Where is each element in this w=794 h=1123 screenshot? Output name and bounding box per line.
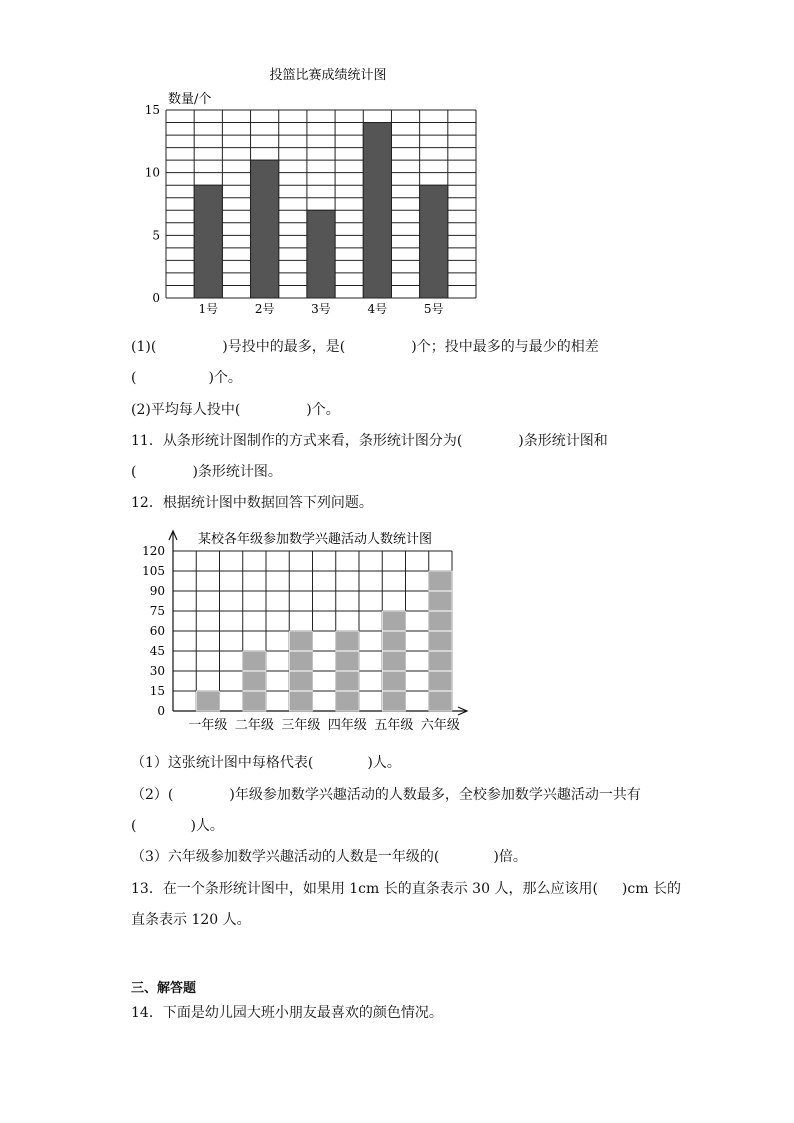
x-tick-label: 4号 xyxy=(367,302,388,316)
q12-sub2-line2 xyxy=(131,817,224,835)
y-tick-label: 0 xyxy=(157,704,165,718)
bar xyxy=(382,611,405,711)
x-tick-label: 六年级 xyxy=(420,718,460,733)
q12-s2c: ( xyxy=(131,818,137,834)
q12-intro: 12．根据统计图中数据回答下列问题。 xyxy=(131,495,373,511)
y-tick-label: 15 xyxy=(144,103,160,117)
q11-line1 xyxy=(131,432,608,450)
y-tick-label: 30 xyxy=(149,664,165,678)
q14-text: 14．下面是幼儿园大班小朋友最喜欢的颜色情况。 xyxy=(131,1005,443,1021)
y-tick-label: 15 xyxy=(149,684,165,698)
q12-sub1 xyxy=(131,754,401,772)
y-tick-label: 45 xyxy=(149,644,165,658)
y-tick-label: 120 xyxy=(142,544,165,558)
x-tick-label: 三年级 xyxy=(281,718,321,733)
q12-s2a: （2）( xyxy=(131,787,174,803)
q12-s2b: )年级参加数学兴趣活动的人数最多，全校参加数学兴趣活动一共有 xyxy=(229,787,641,803)
y-tick-label: 10 xyxy=(144,165,160,180)
chart2-y-ticks xyxy=(142,544,165,718)
q11-l1a: 11．从条形统计图制作的方式来看，条形统计图分为( xyxy=(131,433,463,449)
bar xyxy=(243,651,266,711)
chart2-grid xyxy=(169,531,467,715)
q13-l1b: )cm 长的 xyxy=(621,881,681,897)
q12-s2d: )人。 xyxy=(190,818,224,834)
chart1-x-ticks xyxy=(198,302,443,316)
x-tick-label: 一年级 xyxy=(188,718,228,733)
q12-s1b: )人。 xyxy=(367,755,401,771)
q10-p1d: ( xyxy=(131,370,137,386)
bar xyxy=(194,185,222,298)
chart1-y-ticks xyxy=(145,103,160,305)
bar xyxy=(420,185,448,298)
y-tick-label: 60 xyxy=(149,624,165,638)
bar xyxy=(307,210,335,298)
q11-l2b: )条形统计图。 xyxy=(192,464,282,480)
x-tick-label: 四年级 xyxy=(327,718,367,733)
chart2-title: 某校各年级参加数学兴趣活动人数统计图 xyxy=(197,532,433,547)
q13-line2: 直条表示 120 人。 xyxy=(131,912,251,928)
q10-p2a: (2)平均每人投中( xyxy=(131,402,241,418)
q12-s3b: )倍。 xyxy=(493,849,527,865)
q10-p1c: )个；投中最多的与最少的相差 xyxy=(411,339,599,355)
chart1-ylabel: 数量/个 xyxy=(168,92,212,107)
chart2-bars xyxy=(196,571,452,711)
q12-sub2-line1 xyxy=(131,786,641,804)
q11-l2a: ( xyxy=(131,464,137,480)
q10-part2 xyxy=(131,401,340,419)
q10-p1a: (1)( xyxy=(131,339,157,355)
q10-p1e: )个。 xyxy=(208,370,242,386)
chart2-x-ticks xyxy=(188,717,460,733)
bar xyxy=(363,123,391,298)
bar xyxy=(196,691,219,711)
q10-part1-line2 xyxy=(131,369,242,387)
section-title: 三、解答题 xyxy=(131,981,197,996)
q13-l1a: 13．在一个条形统计图中，如果用 1cm 长的直条表示 30 人，那么应该用( xyxy=(131,881,598,897)
y-tick-label: 90 xyxy=(149,584,165,598)
x-tick-label: 二年级 xyxy=(234,718,274,733)
x-tick-label: 1号 xyxy=(198,302,219,316)
q13-line1 xyxy=(131,880,681,898)
q10-p2b: )个。 xyxy=(306,402,340,418)
q11-l1b: )条形统计图和 xyxy=(518,433,608,449)
q12-s3a: （3）六年级参加数学兴趣活动的人数是一年级的( xyxy=(131,849,440,865)
bar xyxy=(429,571,452,711)
q11-line2 xyxy=(131,463,282,481)
x-tick-label: 2号 xyxy=(254,302,275,316)
q12-s1a: （1）这张统计图中每格代表( xyxy=(131,755,314,771)
math-activity-chart xyxy=(0,520,794,740)
y-tick-label: 105 xyxy=(142,564,165,578)
q12-sub3 xyxy=(131,848,527,866)
q10-p1b: )号投中的最多，是( xyxy=(222,339,346,355)
x-tick-label: 3号 xyxy=(311,302,331,316)
y-tick-label: 5 xyxy=(152,228,160,243)
q10-part1-line1 xyxy=(131,338,599,356)
y-tick-label: 0 xyxy=(152,291,160,305)
y-tick-label: 75 xyxy=(149,604,165,618)
basketball-score-chart xyxy=(0,0,794,330)
x-tick-label: 5号 xyxy=(423,302,444,316)
bar xyxy=(251,160,279,298)
chart1-title: 投篮比赛成绩统计图 xyxy=(269,68,387,83)
x-tick-label: 五年级 xyxy=(374,718,414,733)
